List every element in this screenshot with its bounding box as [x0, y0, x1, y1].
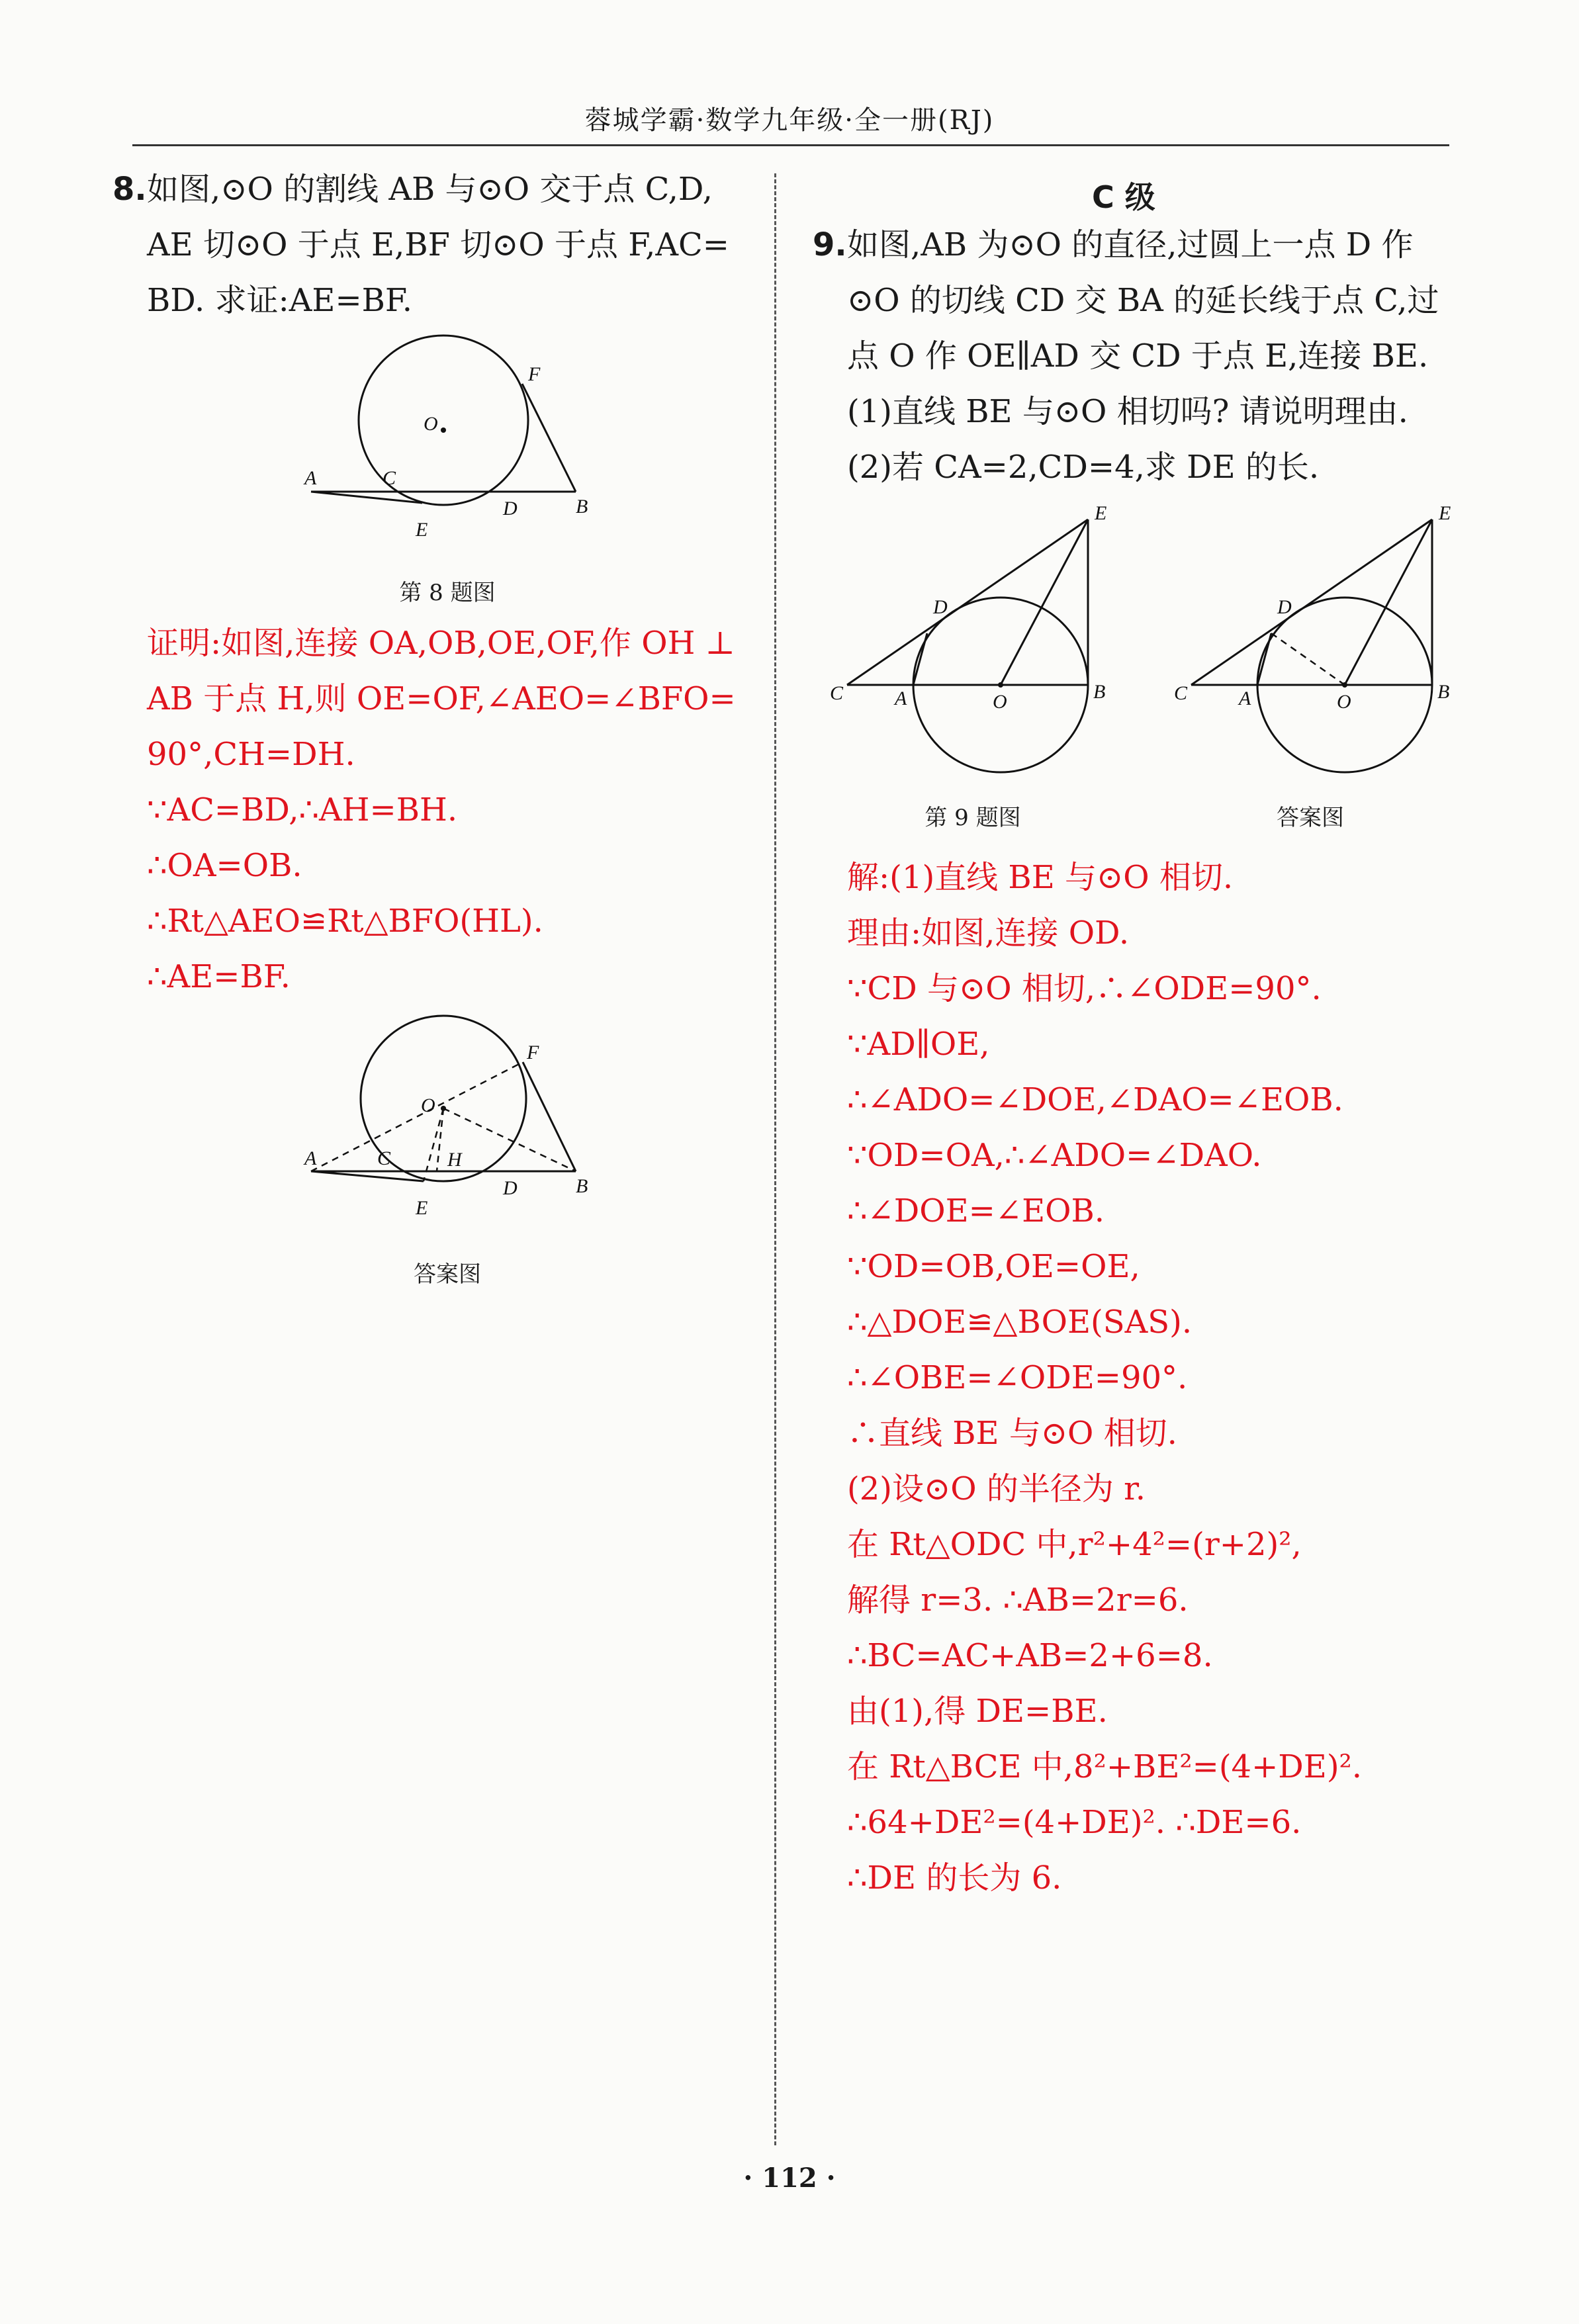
label-e: E [416, 1197, 428, 1219]
answer-8-diagram [285, 1012, 602, 1244]
header-rule [132, 144, 1449, 146]
label-a: A [304, 1147, 317, 1169]
column-divider [774, 173, 776, 2145]
answer-9-caption: 答案图 [1277, 805, 1344, 831]
solution-line: ∴∠DOE=∠EOB. [847, 1192, 1105, 1229]
label-c: C [830, 682, 844, 704]
level-heading: C 级 [1092, 179, 1155, 215]
solution-line: ∴DE 的长为 6. [847, 1859, 1062, 1897]
answer-8-caption: 答案图 [414, 1261, 481, 1288]
solution-line: ∵CD 与⊙O 相切,∴∠ODE=90°. [847, 970, 1322, 1007]
label-e: E [1439, 502, 1451, 524]
solution-line: ∵OD=OA,∴∠ADO=∠DAO. [847, 1137, 1262, 1174]
solution-line: ∴AE=BF. [147, 958, 291, 995]
label-b: B [1437, 681, 1450, 703]
label-a: A [304, 467, 317, 489]
solution-line: 解:(1)直线 BE 与⊙O 相切. [847, 859, 1234, 896]
label-d: D [503, 1177, 518, 1199]
question-text-line: BD. 求证:AE=BF. [147, 282, 413, 319]
label-b: B [576, 496, 588, 517]
label-f: F [527, 1042, 539, 1063]
solution-line: 理由:如图,连接 OD. [847, 915, 1130, 952]
label-f: F [528, 363, 541, 385]
solution-line: ∴直线 BE 与⊙O 相切. [847, 1415, 1177, 1452]
label-b: B [576, 1175, 588, 1197]
label-d: D [933, 596, 948, 618]
label-c: C [383, 467, 396, 489]
solution-line: ∵AD∥OE, [847, 1026, 990, 1063]
solution-line: ∵AC=BD,∴AH=BH. [147, 791, 458, 828]
question-text-line: 点 O 作 OE∥AD 交 CD 于点 E,连接 BE. [847, 337, 1429, 375]
solution-line: ∴∠ADO=∠DOE,∠DAO=∠EOB. [847, 1081, 1343, 1118]
solution-line: 由(1),得 DE=BE. [847, 1693, 1108, 1730]
figure-8-diagram [285, 331, 602, 562]
solution-line: 90°,CH=DH. [147, 736, 355, 773]
solution-line: 解得 r=3. ∴AB=2r=6. [847, 1582, 1189, 1619]
solution-line: 证明:如图,连接 OA,OB,OE,OF,作 OH ⊥ [147, 625, 735, 662]
label-e: E [1095, 502, 1107, 524]
page-number: · 112 · [743, 2163, 836, 2194]
solution-line: 在 Rt△BCE 中,8²+BE²=(4+DE)². [847, 1748, 1363, 1785]
label-c: C [377, 1147, 391, 1169]
question-text-line: ⊙O 的切线 CD 交 BA 的延长线于点 C,过 [847, 282, 1439, 319]
solution-line: ∴Rt△AEO≌Rt△BFO(HL). [147, 903, 543, 940]
solution-line: ∴64+DE²=(4+DE)². ∴DE=6. [847, 1804, 1302, 1841]
question-text-line: AE 切⊙O 于点 E,BF 切⊙O 于点 F,AC= [147, 226, 729, 263]
question-text-line: 如图,⊙O 的割线 AB 与⊙O 交于点 C,D, [147, 171, 713, 208]
label-b: B [1093, 681, 1106, 703]
figure-8-caption: 第 8 题图 [399, 580, 496, 606]
label-e: E [416, 519, 428, 541]
solution-line: AB 于点 H,则 OE=OF,∠AEO=∠BFO= [147, 680, 736, 717]
running-header: 蓉城学霸·数学九年级·全一册(RJ) [584, 105, 995, 136]
figure-9-caption: 第 9 题图 [925, 805, 1021, 831]
question-number: 8. [113, 171, 147, 208]
solution-line: ∵OD=OB,OE=OE, [847, 1248, 1140, 1285]
label-o: O [1337, 691, 1351, 713]
solution-line: 在 Rt△ODC 中,r²+4²=(r+2)², [847, 1526, 1302, 1563]
question-text-line: (2)若 CA=2,CD=4,求 DE 的长. [847, 449, 1320, 486]
solution-line: ∴BC=AC+AB=2+6=8. [847, 1637, 1213, 1674]
label-d: D [503, 498, 518, 519]
answer-9-diagram [1165, 500, 1476, 791]
label-a: A [895, 688, 907, 709]
label-h: H [447, 1149, 462, 1171]
question-text-line: 如图,AB 为⊙O 的直径,过圆上一点 D 作 [847, 226, 1414, 263]
label-d: D [1277, 596, 1292, 618]
solution-line: (2)设⊙O 的半径为 r. [847, 1470, 1146, 1507]
question-number: 9. [813, 226, 847, 263]
solution-line: ∴△DOE≌△BOE(SAS). [847, 1304, 1193, 1341]
solution-line: ∴OA=OB. [147, 847, 302, 884]
label-o: O [993, 691, 1007, 713]
label-o: O [424, 413, 438, 435]
label-c: C [1174, 682, 1188, 704]
label-o: O [421, 1095, 435, 1116]
figure-9-diagram [821, 500, 1125, 791]
solution-line: ∴∠OBE=∠ODE=90°. [847, 1359, 1188, 1396]
label-a: A [1239, 688, 1251, 709]
question-text-line: (1)直线 BE 与⊙O 相切吗? 请说明理由. [847, 393, 1408, 430]
